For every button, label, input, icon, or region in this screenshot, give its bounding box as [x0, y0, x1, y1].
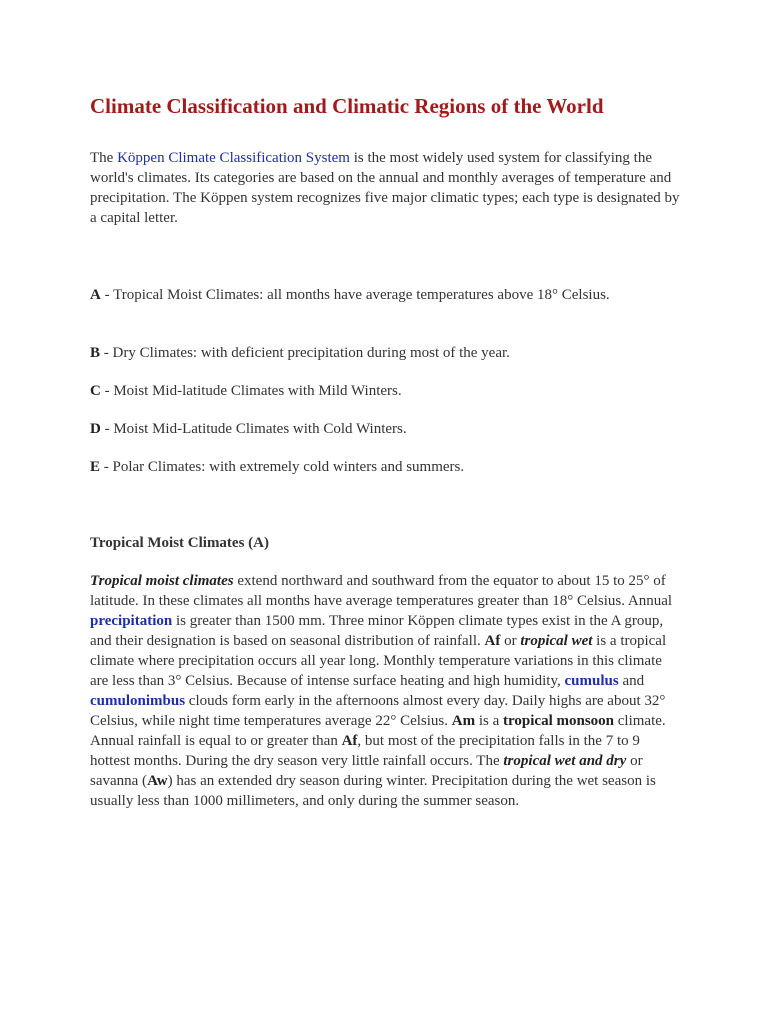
term-af: Af	[341, 733, 358, 749]
term-tropical-wet: tropical wet	[520, 633, 593, 649]
body-text: extend northward and southward from the equator to about 15 to 25° of latitude. In these climates all months have average temperatures greater than 18° Celsius. Annual	[90, 573, 673, 609]
climate-type-letter: D	[90, 421, 101, 437]
body-text: and	[618, 673, 645, 689]
body-text: is greater than 1500 mm. Three minor Köppen climate types exist in the A group, and their designation is based on seasonal distribution of rainfall.	[90, 613, 664, 649]
climate-type-a	[90, 285, 682, 305]
body-text: is a tropical climate where precipitation occurs all year long. Monthly temperature variations in this climate are less than 3° Celsius. Because of intense surface heating and high humidity,	[90, 633, 667, 689]
body-text: or savanna (	[90, 753, 643, 789]
intro-suffix: is the most widely used system for classifying the world's climates. Its categories are based on the annual and monthly averages of temperature and precipitation. The Köppen system recognizes five major climatic types; each type is designated by a capital letter.	[90, 150, 680, 226]
page-title: Climate Classification and Climatic Regions of the World	[90, 94, 604, 118]
climate-type-text: - Tropical Moist Climates: all months have average temperatures above 18° Celsius.	[100, 287, 610, 303]
term-am: Am	[451, 713, 476, 729]
climate-type-d	[90, 419, 682, 439]
climate-type-letter: B	[90, 345, 101, 361]
climate-type-e	[90, 457, 682, 477]
body-text: ) has an extended dry season during winter. Precipitation during the wet season is usually less than 1000 millimeters, and only during the summer season.	[90, 773, 656, 809]
climate-type-letter: C	[90, 383, 101, 399]
term-tropical-monsoon: tropical monsoon	[503, 713, 614, 729]
cumulus-link[interactable]: cumulus	[564, 673, 619, 689]
body-text: clouds form early in the afternoons almost every day. Daily highs are about 32° Celsius, while night time temperatures average 22° Celsius.	[90, 693, 666, 729]
tropical-climates-paragraph	[90, 571, 682, 811]
intro-paragraph	[90, 148, 682, 228]
climate-type-text: - Moist Mid-Latitude Climates with Cold Winters.	[100, 421, 407, 437]
body-text: climate. Annual rainfall is equal to or greater than	[90, 713, 666, 749]
body-text: is a	[475, 713, 504, 729]
term-tropical-moist-climates: Tropical moist climates	[90, 573, 234, 589]
climate-type-text: - Polar Climates: with extremely cold winters and summers.	[100, 459, 465, 475]
term-tropical-wet-and-dry: tropical wet and dry	[503, 753, 627, 769]
precipitation-link[interactable]: precipitation	[90, 613, 173, 629]
climate-type-letter: A	[90, 287, 101, 303]
term-af: Af	[484, 633, 501, 649]
climate-type-text: - Moist Mid-latitude Climates with Mild Winters.	[100, 383, 402, 399]
body-text: or	[500, 633, 521, 649]
climate-type-letter: E	[90, 459, 101, 475]
koppen-system-link[interactable]: Köppen Climate Classification System	[117, 150, 350, 166]
climate-type-text: - Dry Climates: with deficient precipitation during most of the year.	[100, 345, 510, 361]
term-aw: Aw	[147, 773, 168, 789]
climate-type-b	[90, 343, 682, 363]
intro-prefix: The	[90, 150, 118, 166]
section-heading: Tropical Moist Climates (A)	[90, 535, 269, 551]
climate-type-c	[90, 381, 682, 401]
body-text: , but most of the precipitation falls in the 7 to 9 hottest months. During the dry season very little rainfall occurs. The	[90, 733, 640, 769]
cumulonimbus-link[interactable]: cumulonimbus	[90, 693, 186, 709]
